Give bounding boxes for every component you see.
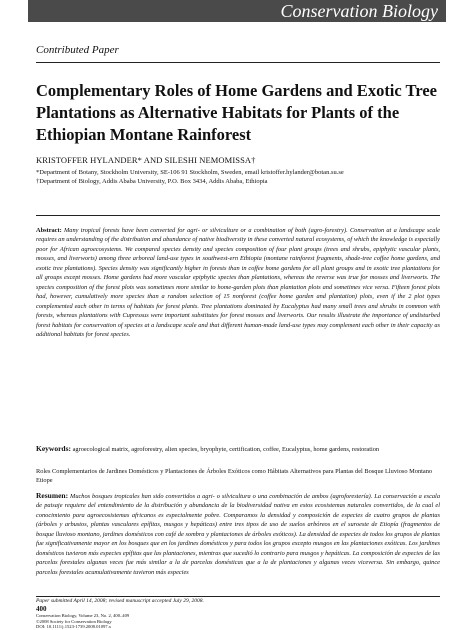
doi: DOI: 10.1111/j.1523-1739.2008.01097.x — [36, 624, 112, 630]
keywords-text: agroecological matrix, agroforestry, alien species, bryophyte, certification, coffee, Eucalyptus, home gardens, restoration — [72, 446, 380, 453]
keywords-heading: Keywords: — [36, 444, 71, 453]
affiliation-1: *Department of Botany, Stockholm University, SE-106 91 Stockholm, Sweden, email kristoffer.hylander@botan.su.se — [36, 169, 344, 176]
article-authors: KRISTOFFER HYLANDER* AND SILESHI NEMOMISSA† — [36, 155, 256, 165]
citation: Conservation Biology, Volume 23, No. 2, 400–409 — [36, 613, 130, 618]
paper-dates: Paper submitted April 14, 2008; revised manuscript accepted July 29, 2008. — [36, 598, 204, 604]
journal-header-bar — [28, 0, 446, 22]
resumen-heading: Resumen: — [36, 491, 69, 500]
copyright: ©2008 Society for Conservation Biology — [36, 618, 112, 624]
spanish-title: Roles Complementarios de Jardines Domésticos y Plantaciones de Árboles Exóticos como Hábitats Alternativos para Plantas del Bosque Lluvioso Montano Etiope — [36, 468, 433, 485]
resumen-text: Muchos bosques tropicales han sido convertidos a agri- o silvicultura o una combinación de ambos (agroforestería). La conservación a escala de paisaje requiere del entendimiento de la distribución y abundancia de la biodiversidad nativa en estos ecosistemas naturales convertidos, de la cual el conocimiento para agroecosistemas africanos es especialmente pobre. Comparamos la densidad y composición de especies de cuatro grupos de plantas (árboles y arbustos, plantas vasculares epífitas, musgos y hepáticas) entre tres tipos de uso de suelos arbóreos en el suroeste de Etiopía (fragmentos de bosque lluvioso montano, jardines domésticos con café de sombra y plantaciones de árboles exóticos). La densidad de especies de todos los grupos de plantas fue significativamente mayor en los bosques que en los jardines domésticos y para todos los grupos excepto musgos en las plantaciones exóticas. Los jardines domésticos tuvieron más especies epífitas que las plantaciones, mientras que sucedió lo contrario para musgos y hepáticas. La composición de especies de las parcelas forestales algunas veces fue más similar a la de parcelas domésticas que a la de plantaciones y algunas veces viceversa. Sin embargo, quince parcelas forestales acumulativamente tuvieron más especies — [36, 493, 440, 576]
journal-title: Conservation Biology — [280, 1, 438, 21]
keywords — [36, 444, 440, 454]
journal-imprint — [36, 613, 129, 630]
affiliation-2: †Department of Biology, Addis Ababa University, P.O. Box 3434, Addis Ababa, Ethiopia — [36, 178, 268, 185]
abstract-rule — [36, 215, 440, 216]
footer-rule — [36, 596, 440, 597]
header-rule — [36, 62, 440, 63]
article-title: Complementary Roles of Home Gardens and Exotic Tree Plantations as Alternative Habitats for Plants of the Ethiopian Montane Rainforest — [36, 81, 437, 144]
section-label: Contributed Paper — [36, 44, 119, 56]
page-number: 400 — [36, 605, 47, 613]
abstract — [36, 226, 440, 339]
abstract-heading: Abstract: — [36, 227, 62, 234]
abstract-text: Many tropical forests have been converted for agri- or silviculture or a combination of both (agro-forestry). Conservation at a landscape scale requires an understanding of the distribution and abundance of native biodiversity in these converted natural ecosystems, of which the knowledge is especially poor for African agroecosystems. We compared species density and species composition of four plant groups (trees and shrubs, epiphytic vascular plants, mosses, and liverworts) among three arboreal land-use types in southwest-ern Ethiopia (montane rainforest fragments, shade-tree coffee home gardens, and exotic tree plantations). Species density was significantly higher in forests than in coffee home gardens for all plant groups and in exotic tree plantations for all groups except mosses. Home gardens had more vascular epiphytic species than plantations, whereas the reverse was true for mosses and liverworts. The species composition of the forest plots was sometimes more similar to home-garden plots than plantation plots and sometimes vice versa. Fifteen forest plots had, however, cumulatively more species than a random selection of 15 nonforest (coffee home garden and plantation) plots, even if the 2 plot types complemented each other in terms of habitats for forest plants. Tree plantations dominated by Eucalyptus had many small trees and shrubs in common with forests, whereas plantations with Cupressus were important substitutes for forest mosses and liverworts. Our results illustrate the importance of undisturbed forest habitats for conservation of species at a landscape scale and that different human-made land-use types may complement each other in their capacity as additional habitats for forest species. — [36, 227, 441, 338]
resumen — [36, 491, 440, 577]
